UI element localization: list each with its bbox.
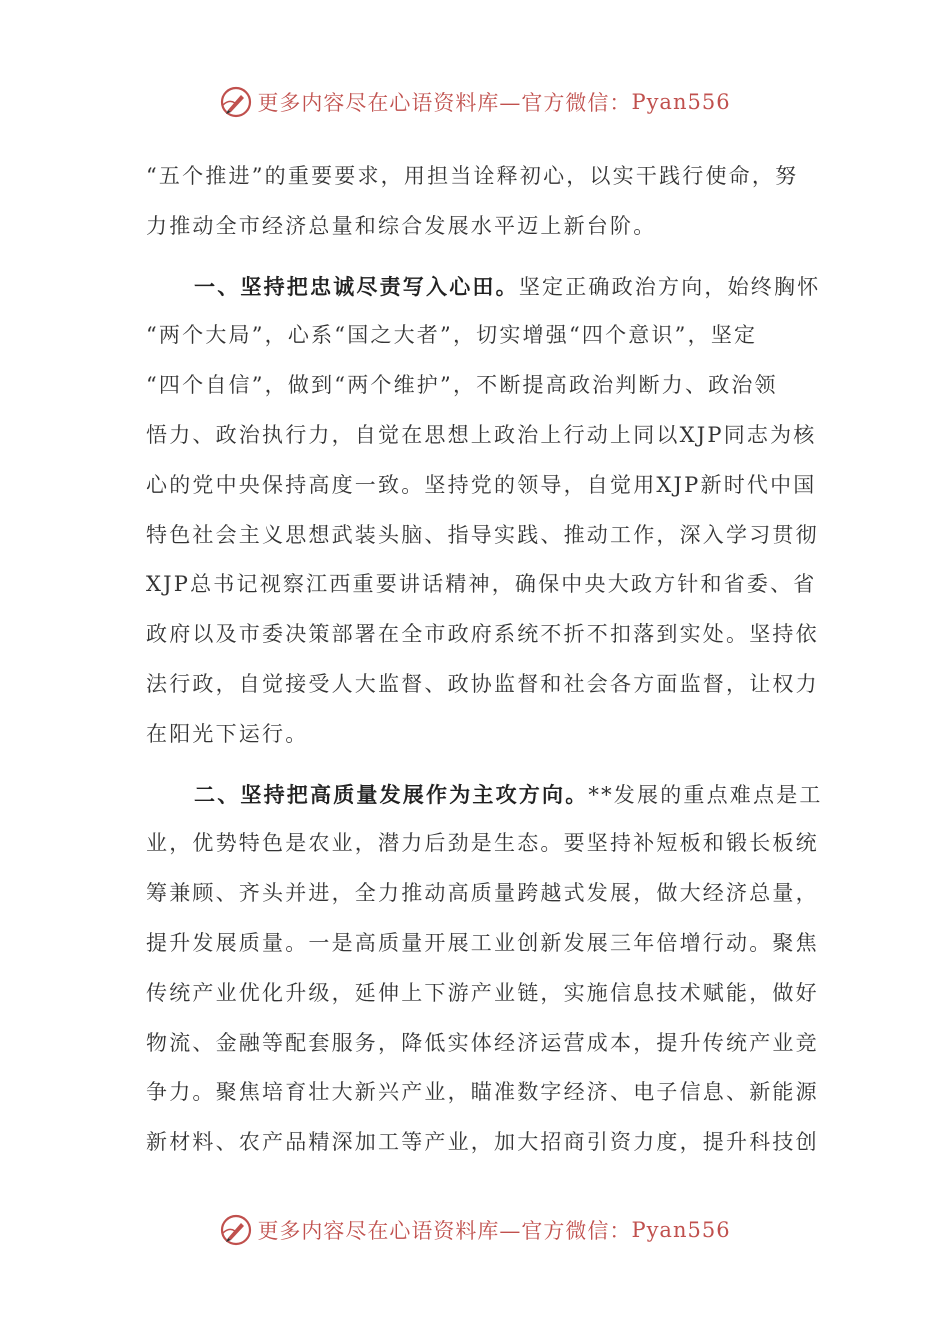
text-line: 争力。聚焦培育壮大新兴产业，瞄准数字经济、电子信息、新能源 — [146, 1080, 819, 1105]
text-line: 筹兼顾、齐头并进，全力推动高质量跨越式发展，做大经济总量， — [146, 881, 819, 906]
wechat-id: Pyan556 — [631, 1218, 731, 1242]
text-line — [146, 770, 823, 820]
pen-logo-icon — [219, 85, 253, 119]
text-span: 坚定正确政治方向，始终胸怀 — [518, 274, 821, 299]
text-line: 特色社会主义思想武装头脑、指导实践、推动工作，深入学习贯彻 — [146, 522, 819, 547]
banner-text: 更多内容尽在心语资料库—官方微信： — [257, 91, 632, 115]
text-line: 力推动全市经济总量和综合发展水平迈上新台阶。 — [146, 213, 657, 238]
pen-logo-icon — [219, 1213, 253, 1247]
text-line: 法行政，自觉接受人大监督、政协监督和社会各方面监督，让权力 — [146, 671, 819, 696]
footer-banner — [0, 1210, 950, 1250]
text-line: 新材料、农产品精深加工等产业，加大招商引资力度，提升科技创 — [146, 1130, 819, 1155]
text-line: “两个大局”，心系“国之大者”，切实增强“四个意识”，坚定 — [146, 323, 758, 348]
text-line: 心的党中央保持高度一致。坚持党的领导，自觉用XJP新时代中国 — [146, 472, 817, 497]
paragraph-continuation — [146, 152, 799, 252]
text-line: 悟力、政治执行力，自觉在思想上政治上行动上同以XJP同志为核 — [146, 422, 817, 447]
section-heading-1: 一、坚持把忠诚尽责写入心田。 — [194, 273, 519, 299]
header-banner — [0, 82, 950, 122]
text-line: 物流、金融等配套服务，降低实体经济运营成本，提升传统产业竞 — [146, 1030, 819, 1055]
paragraph-section-2 — [146, 770, 823, 1168]
banner-text: 更多内容尽在心语资料库—官方微信： — [257, 1219, 632, 1243]
paragraph-section-1 — [146, 262, 821, 760]
text-line: 提升发展质量。一是高质量开展工业创新发展三年倍增行动。聚焦 — [146, 930, 819, 955]
text-line: “四个自信”，做到“两个维护”，不断提高政治判断力、政治领 — [146, 373, 778, 398]
document-body — [146, 152, 823, 1168]
text-line: 在阳光下运行。 — [146, 721, 309, 746]
wechat-id: Pyan556 — [631, 90, 731, 114]
text-span: **发展的重点难点是工 — [588, 782, 823, 807]
text-line: 业，优势特色是农业，潜力后劲是生态。要坚持补短板和锻长板统 — [146, 831, 819, 856]
text-line — [146, 262, 821, 312]
text-line: 传统产业优化升级，延伸上下游产业链，实施信息技术赋能，做好 — [146, 980, 819, 1005]
text-line: 政府以及市委决策部署在全市政府系统不折不扣落到实处。坚持依 — [146, 622, 819, 647]
section-heading-2: 二、坚持把高质量发展作为主攻方向。 — [194, 781, 589, 807]
text-line: XJP总书记视察江西重要讲话精神，确保中央大政方针和省委、省 — [146, 572, 817, 597]
text-line: “五个推进”的重要要求，用担当诠释初心，以实干践行使命，努 — [146, 164, 799, 188]
